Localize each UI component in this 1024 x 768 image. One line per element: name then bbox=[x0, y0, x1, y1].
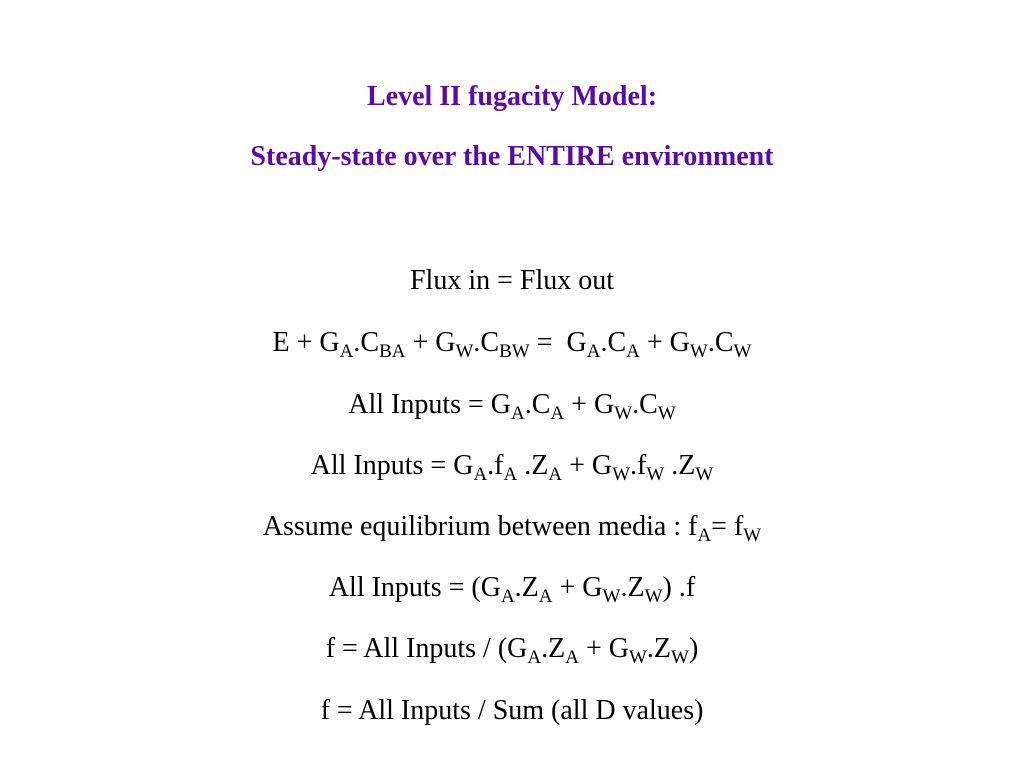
equation-subscript: A bbox=[550, 403, 565, 424]
equation-all-inputs-concentration bbox=[0, 388, 1024, 422]
equation-fugacity-solution bbox=[0, 632, 1024, 666]
equation-subscript: A bbox=[473, 464, 488, 485]
equation-text: + G bbox=[562, 450, 613, 481]
equation-subscript: W bbox=[602, 586, 621, 607]
equation-text: .Z bbox=[620, 572, 645, 603]
equation-subscript: A bbox=[586, 341, 601, 362]
equation-text: .Z bbox=[664, 450, 696, 481]
equation-subscript: W bbox=[628, 647, 647, 668]
equation-text: + G bbox=[564, 389, 615, 420]
equation-all-inputs-fugacity bbox=[0, 449, 1024, 483]
equation-subscript: W bbox=[689, 341, 708, 362]
equation-text: f = All Inputs / (G bbox=[325, 633, 528, 664]
slide-title-line-1: Level II fugacity Model: bbox=[366, 81, 658, 112]
equation-text: ) bbox=[688, 633, 699, 664]
equation-text: + G bbox=[639, 327, 690, 358]
equation-text: + G bbox=[552, 572, 603, 603]
equation-subscript: W bbox=[644, 586, 663, 607]
equation-subscript: W bbox=[657, 403, 676, 424]
equation-subscript: A bbox=[697, 525, 712, 546]
equation-all-inputs-factored bbox=[0, 571, 1024, 605]
equation-subscript: W bbox=[455, 341, 474, 362]
equation-text: All Inputs = G bbox=[310, 450, 474, 481]
equation-subscript: BA bbox=[379, 341, 406, 362]
equation-text: ) .f bbox=[662, 572, 696, 603]
equation-subscript: A bbox=[500, 586, 515, 607]
equation-text: .C bbox=[600, 327, 627, 358]
equation-text: Assume equilibrium between media : f bbox=[262, 511, 698, 542]
equation-subscript: W bbox=[646, 464, 665, 485]
equation-subscript: A bbox=[626, 341, 640, 362]
equation-subscript: W bbox=[671, 647, 689, 668]
equation-subscript: A bbox=[527, 647, 542, 668]
equation-text: .C bbox=[473, 327, 500, 358]
equation-flux-expanded bbox=[0, 326, 1024, 360]
equation-flux-balance bbox=[0, 264, 1024, 298]
equation-text: .f bbox=[487, 450, 504, 481]
equation-subscript: A bbox=[538, 586, 553, 607]
slide-title-line-2: Steady-state over the ENTIRE environment bbox=[250, 141, 774, 172]
equation-text: All Inputs = G bbox=[348, 389, 512, 420]
equation-subscript: A bbox=[511, 403, 525, 424]
equation-text: All Inputs = (G bbox=[328, 572, 501, 603]
equation-text: .C bbox=[707, 327, 734, 358]
equation-subscript: W bbox=[612, 464, 631, 485]
equation-text: .Z bbox=[514, 572, 539, 603]
equation-text: E + G bbox=[272, 327, 340, 358]
equation-subscript: W bbox=[695, 464, 714, 485]
equation-text: + G bbox=[578, 633, 629, 664]
equation-subscript: A bbox=[565, 647, 579, 668]
equation-text: .Z bbox=[646, 633, 672, 664]
equation-subscript: A bbox=[503, 464, 518, 485]
equation-subscript: BW bbox=[499, 341, 530, 362]
equation-text: = f bbox=[711, 511, 744, 542]
equation-subscript: A bbox=[339, 341, 354, 362]
equation-fugacity-sum-d bbox=[0, 694, 1024, 728]
equation-text: f = All Inputs / Sum (all D values) bbox=[320, 695, 704, 726]
equation-subscript: A bbox=[548, 464, 563, 485]
equation-text: .Z bbox=[517, 450, 549, 481]
equation-text: = G bbox=[529, 327, 587, 358]
equation-equilibrium-assumption bbox=[0, 510, 1024, 544]
equation-text: + G bbox=[405, 327, 456, 358]
equation-text: .C bbox=[353, 327, 380, 358]
equation-subscript: W bbox=[733, 341, 752, 362]
equation-text: .C bbox=[632, 389, 658, 420]
equation-text: .C bbox=[524, 389, 551, 420]
equation-subscript: W bbox=[614, 403, 633, 424]
equation-text: .Z bbox=[541, 633, 566, 664]
equation-text: Flux in = Flux out bbox=[409, 265, 615, 296]
equation-text: .f bbox=[630, 450, 647, 481]
equation-subscript: W bbox=[743, 525, 762, 546]
